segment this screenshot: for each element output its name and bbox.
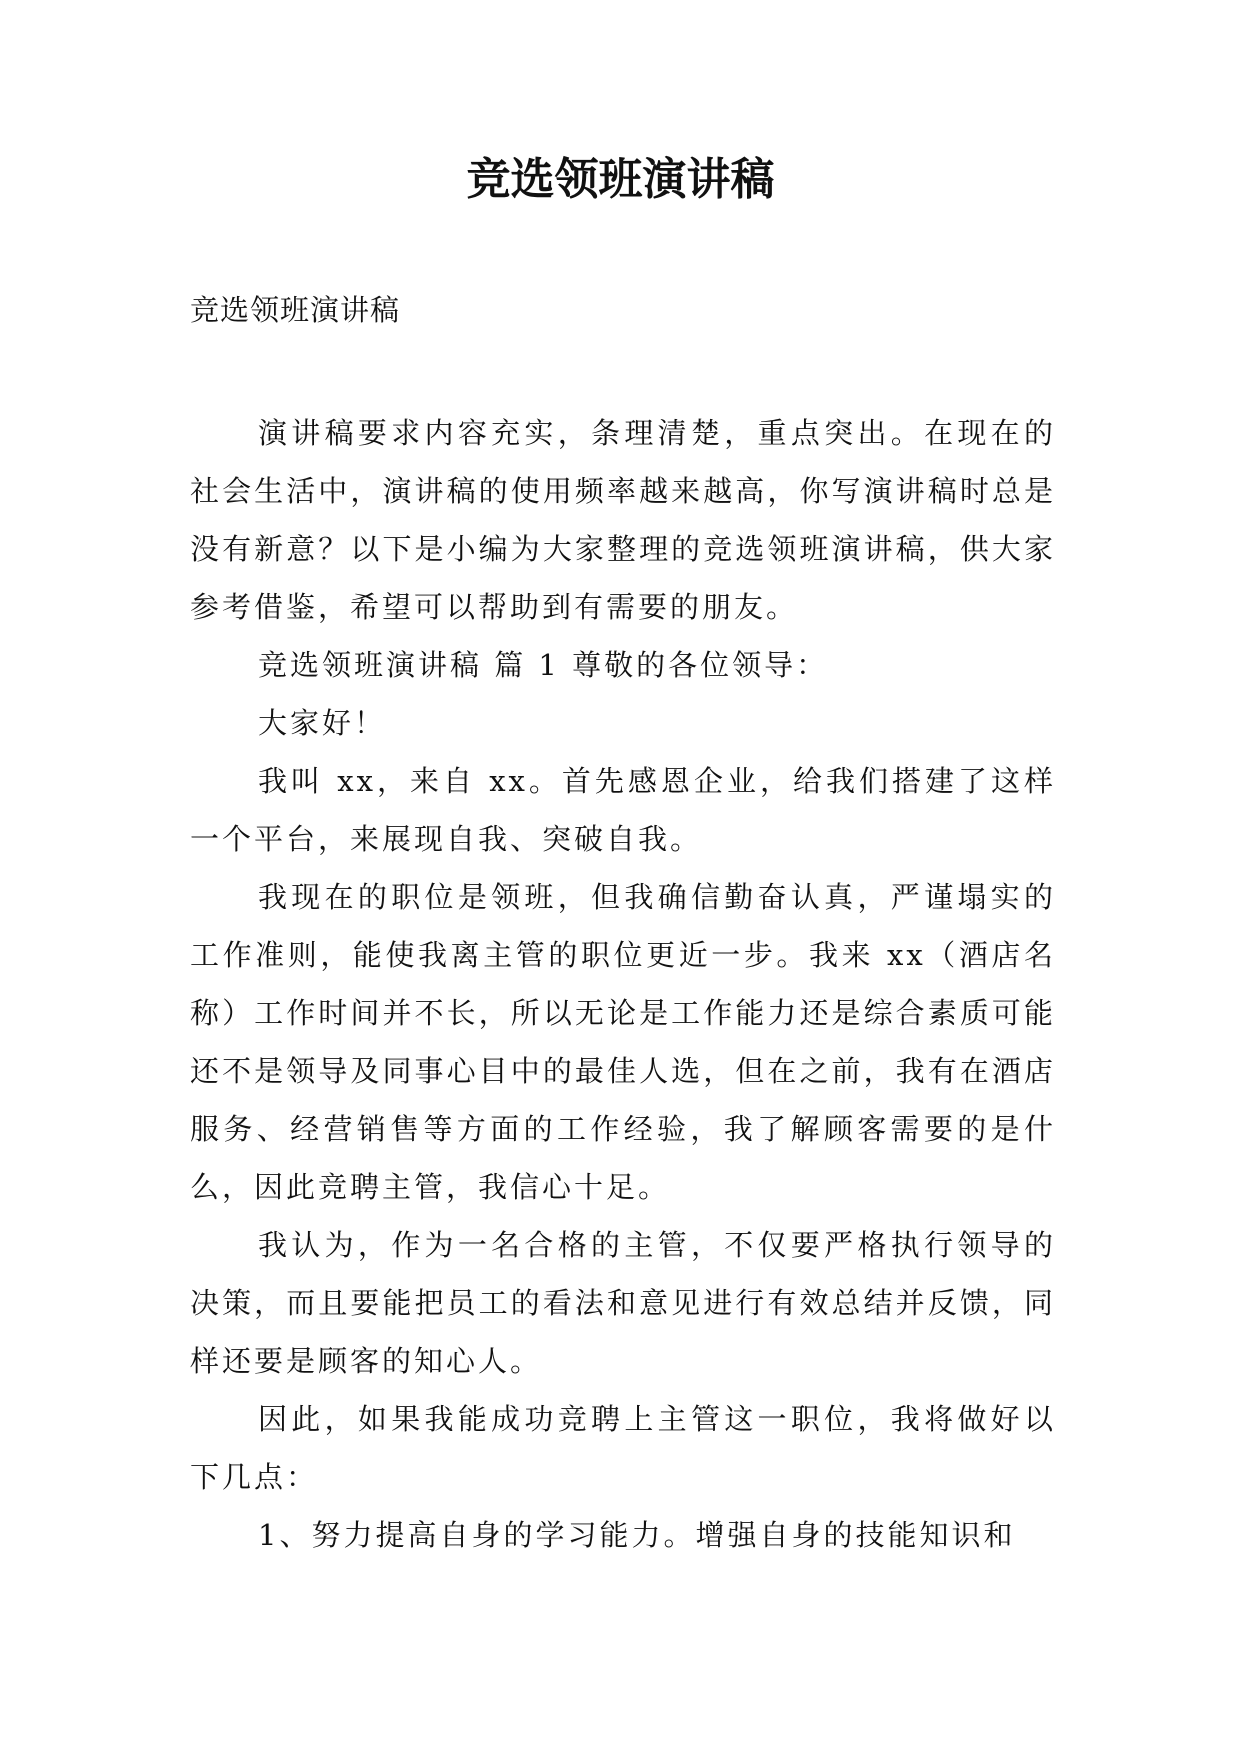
paragraph-opinion: 我认为，作为一名合格的主管，不仅要严格执行领导的决策，而且要能把员工的看法和意见进行有效总结并反馈，同样还要是顾客的知心人。	[190, 1228, 1056, 1378]
paragraph-self-intro: 我叫 xx，来自 xx。首先感恩企业，给我们搭建了这样一个平台，来展现自我、突破自我。	[190, 764, 1056, 856]
paragraph-greeting: 大家好！	[258, 706, 387, 740]
paragraph-intro: 演讲稿要求内容充实，条理清楚，重点突出。在现在的社会生活中，演讲稿的使用频率越来越高，你写演讲稿时总是没有新意？以下是小编为大家整理的竞选领班演讲稿，供大家参考借鉴，希望可以帮助到有需要的朋友。	[190, 416, 1056, 624]
paragraph-heading: 竞选领班演讲稿 篇 1 尊敬的各位领导：	[258, 648, 829, 682]
paragraph-position: 我现在的职位是领班，但我确信勤奋认真，严谨塌实的工作准则，能使我离主管的职位更近一步。我来 xx（酒店名称）工作时间并不长，所以无论是工作能力还是综合素质可能还不是领导及同事心目中的最佳人选，但在之前，我有在酒店服务、经营销售等方面的工作经验，我了解顾客需要的是什么，因此竞聘主管，我信心十足。	[190, 880, 1056, 1204]
document-title: 竞选领班演讲稿	[466, 154, 775, 205]
document-body	[190, 404, 1056, 1564]
paragraph-plan-item-1: 1、努力提高自身的学习能力。增强自身的技能知识和	[258, 1518, 1016, 1552]
document-subtitle: 竞选领班演讲稿	[190, 293, 401, 327]
paragraph-plan-intro: 因此，如果我能成功竞聘上主管这一职位，我将做好以下几点：	[190, 1402, 1056, 1494]
